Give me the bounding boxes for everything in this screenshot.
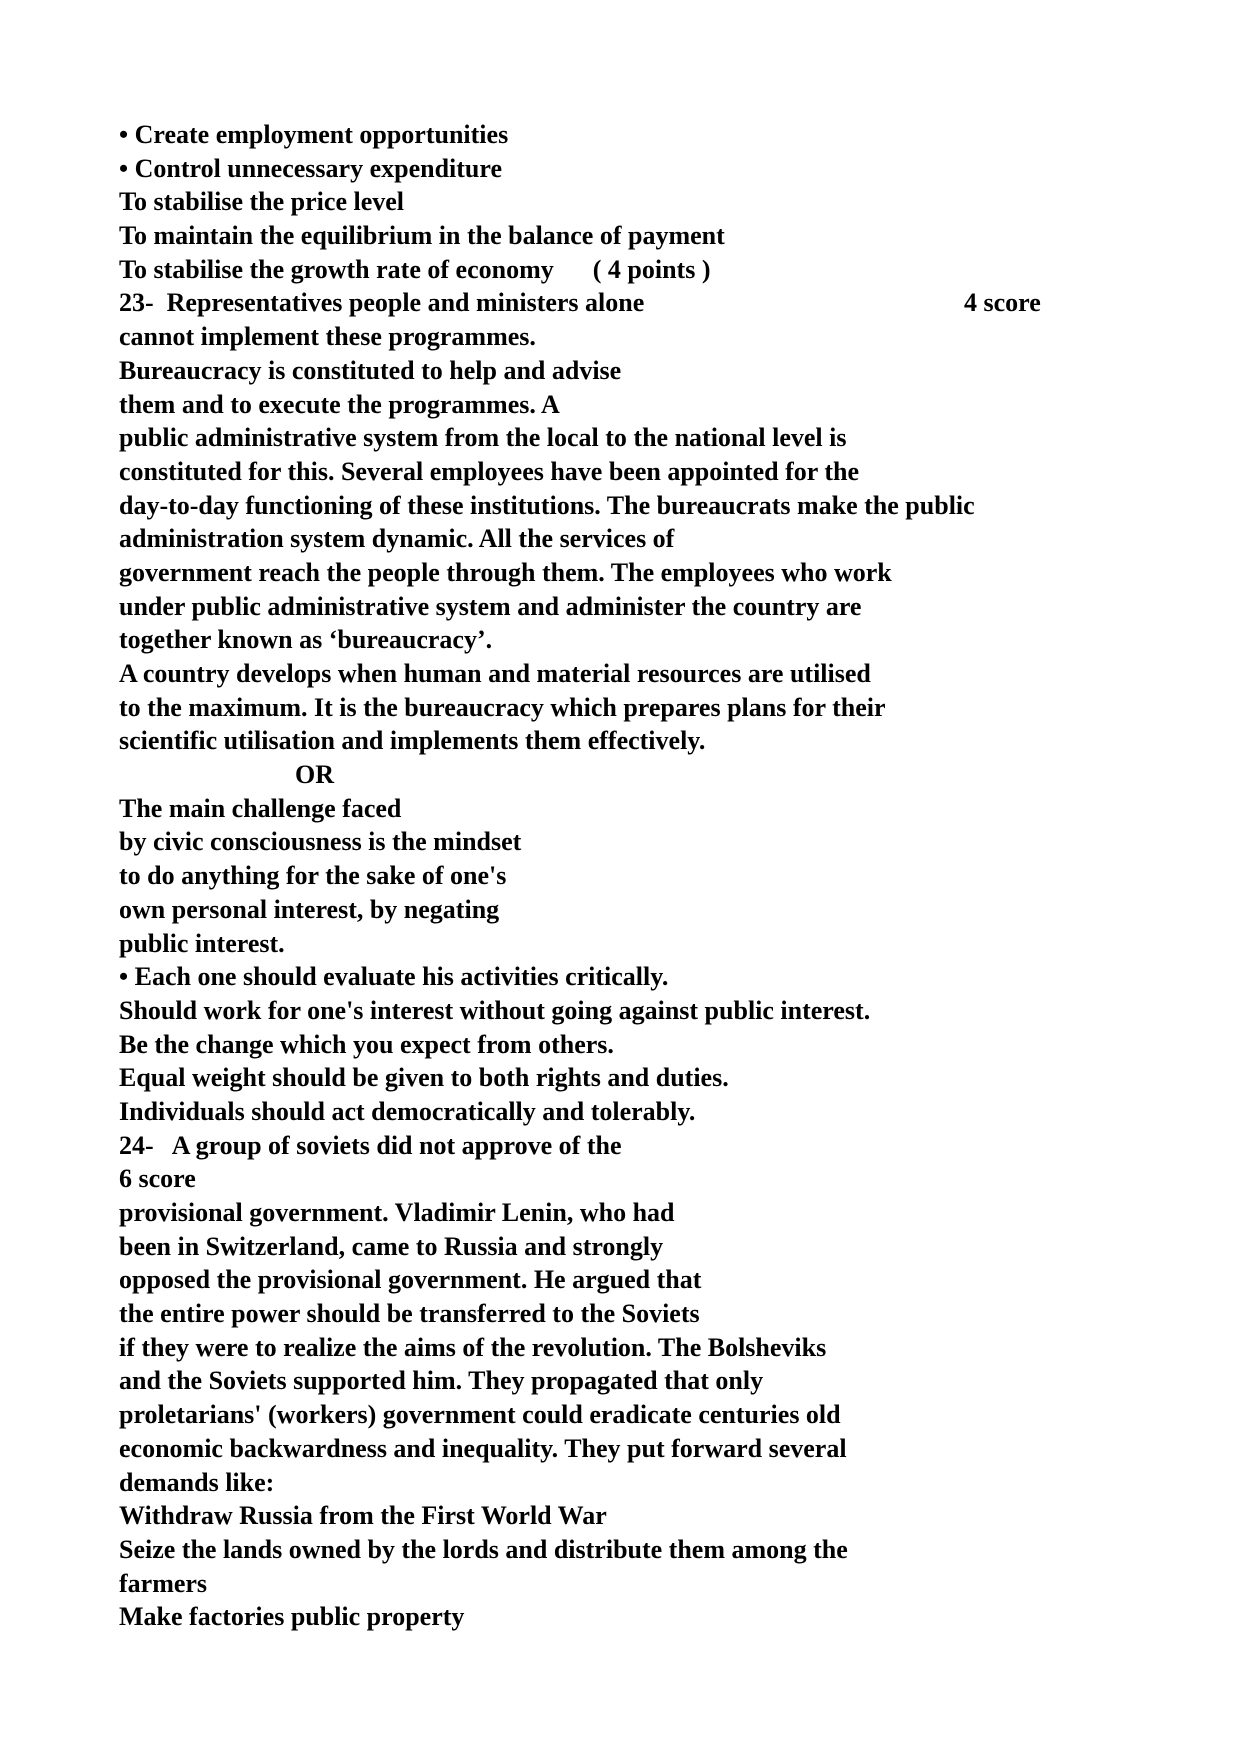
question-24-score: 6 score: [119, 1164, 196, 1194]
text-line: Should work for one's interest without going against public interest.: [119, 995, 871, 1025]
text-line: government reach the people through them. The employees who work: [119, 557, 892, 587]
text-line: scientific utilisation and implements them effectively.: [119, 726, 706, 756]
text-line: constituted for this. Several employees have been appointed for the: [119, 456, 859, 486]
text-line: been in Switzerland, came to Russia and strongly: [119, 1231, 664, 1261]
text-line: to do anything for the sake of one's: [119, 861, 507, 891]
text-line: To stabilise the price level: [119, 187, 405, 217]
text-line: administration system dynamic. All the services of: [119, 524, 675, 554]
text-line: • Each one should evaluate his activities critically.: [119, 962, 669, 992]
text-line: cannot implement these programmes.: [119, 322, 536, 352]
text-line: economic backwardness and inequality. They put forward several: [119, 1433, 847, 1463]
question-24-heading: 24- A group of soviets did not approve of the: [119, 1130, 622, 1160]
text-line: Bureaucracy is constituted to help and advise: [119, 355, 622, 385]
text-line: farmers: [119, 1568, 208, 1598]
text-line: provisional government. Vladimir Lenin, who had: [119, 1198, 675, 1227]
text-line: To maintain the equilibrium in the balance of payment: [119, 221, 725, 251]
text-line: The main challenge faced: [119, 793, 402, 823]
text-line: to the maximum. It is the bureaucracy which prepares plans for their: [119, 692, 886, 722]
text-line: demands like:: [119, 1467, 275, 1497]
text-line: public interest.: [119, 928, 285, 958]
text-line: proletarians' (workers) government could eradicate centuries old: [119, 1400, 841, 1430]
text-line: the entire power should be transferred to the Soviets: [119, 1299, 700, 1329]
text-line: opposed the provisional government. He argued that: [119, 1265, 702, 1295]
text-line: together known as ‘bureaucracy’.: [119, 625, 493, 655]
text-line: day-to-day functioning of these institutions. The bureaucrats make the public: [119, 490, 975, 520]
question-23-text: 23- Representatives people and ministers alone: [119, 288, 645, 318]
text-line: Withdraw Russia from the First World War: [119, 1501, 607, 1531]
text-line: • Create employment opportunities: [119, 120, 509, 149]
text-line: and the Soviets supported him. They propagated that only: [119, 1366, 764, 1396]
text-line: under public administrative system and administer the country are: [119, 591, 862, 621]
document-page: [119, 118, 1179, 1634]
text-line: Seize the lands owned by the lords and distribute them among the: [119, 1534, 848, 1564]
text-line: Make factories public property: [119, 1602, 465, 1632]
question-23-heading: [119, 286, 1179, 320]
text-line: own personal interest, by negating: [119, 894, 500, 924]
text-line: if they were to realize the aims of the revolution. The Bolsheviks: [119, 1332, 827, 1362]
text-line: To stabilise the growth rate of economy ( 4 points ): [119, 254, 711, 284]
text-line: Individuals should act democratically and tolerably.: [119, 1096, 696, 1126]
text-line: them and to execute the programmes. A: [119, 389, 560, 419]
text-line: Equal weight should be given to both rights and duties.: [119, 1063, 729, 1093]
or-separator: OR: [295, 760, 334, 790]
text-line: • Control unnecessary expenditure: [119, 153, 502, 183]
question-23-score: 4 score: [964, 288, 1041, 318]
text-line: public administrative system from the local to the national level is: [119, 423, 847, 453]
text-line: A country develops when human and material resources are utilised: [119, 659, 871, 688]
text-line: by civic consciousness is the mindset: [119, 827, 522, 857]
text-line: Be the change which you expect from others.: [119, 1029, 614, 1059]
